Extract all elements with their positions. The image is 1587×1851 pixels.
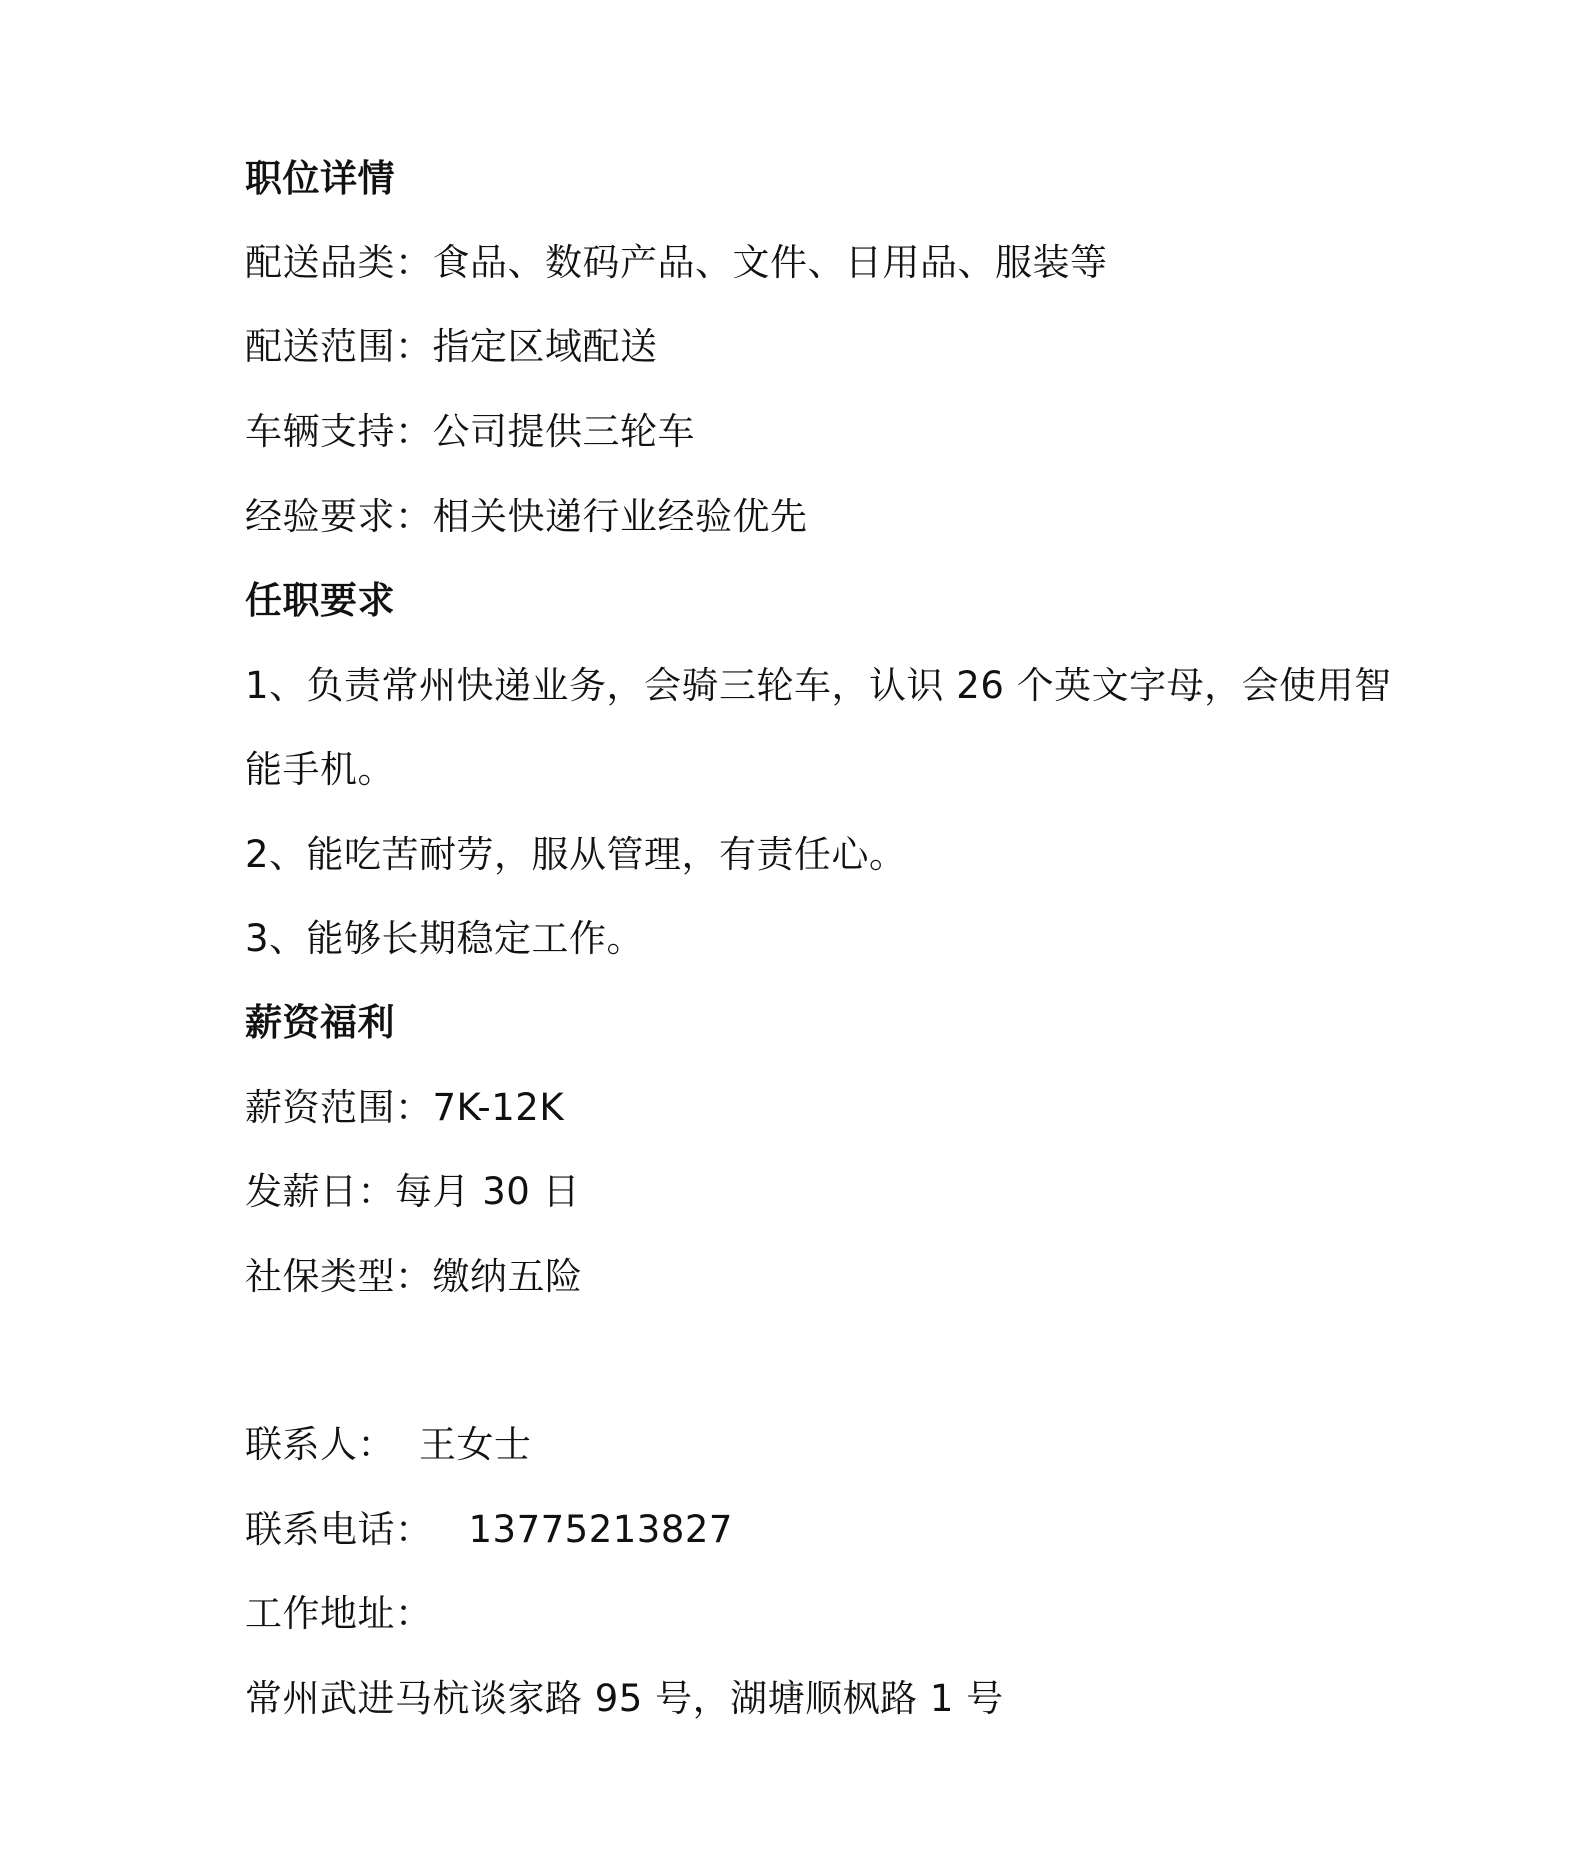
social-insurance: 社保类型：缴纳五险 [245,1255,583,1298]
salary-range: 薪资范围：7K-12K [245,1086,565,1129]
vehicle-support: 车辆支持：公司提供三轮车 [245,410,695,453]
contact-phone-value: 13775213827 [468,1508,733,1551]
requirement-item-3: 3、能够长期稳定工作。 [245,917,645,960]
section-heading-job-details: 职位详情 [245,157,395,200]
section-heading-salary: 薪资福利 [245,1001,395,1044]
delivery-range: 配送范围：指定区域配送 [245,325,658,368]
contact-person-value: 王女士 [419,1423,532,1466]
work-address-label: 工作地址： [245,1592,433,1635]
contact-person-label: 联系人： [245,1423,395,1466]
work-address-value: 常州武进马杭谈家路 95 号，湖塘顺枫路 1 号 [245,1677,1004,1720]
requirement-item-1-line-2: 能手机。 [245,748,395,791]
contact-person [245,1420,532,1470]
requirement-item-1-line-1: 1、负责常州快递业务，会骑三轮车，认识 26 个英文字母，会使用智 [245,664,1392,707]
section-heading-requirements: 任职要求 [245,579,395,622]
contact-phone [245,1505,733,1555]
payday: 发薪日：每月 30 日 [245,1170,581,1213]
experience-requirement: 经验要求：相关快递行业经验优先 [245,495,808,538]
contact-phone-label: 联系电话： [245,1508,433,1551]
requirement-item-2: 2、能吃苦耐劳，服从管理，有责任心。 [245,833,907,876]
delivery-category: 配送品类：食品、数码产品、文件、日用品、服装等 [245,241,1108,284]
